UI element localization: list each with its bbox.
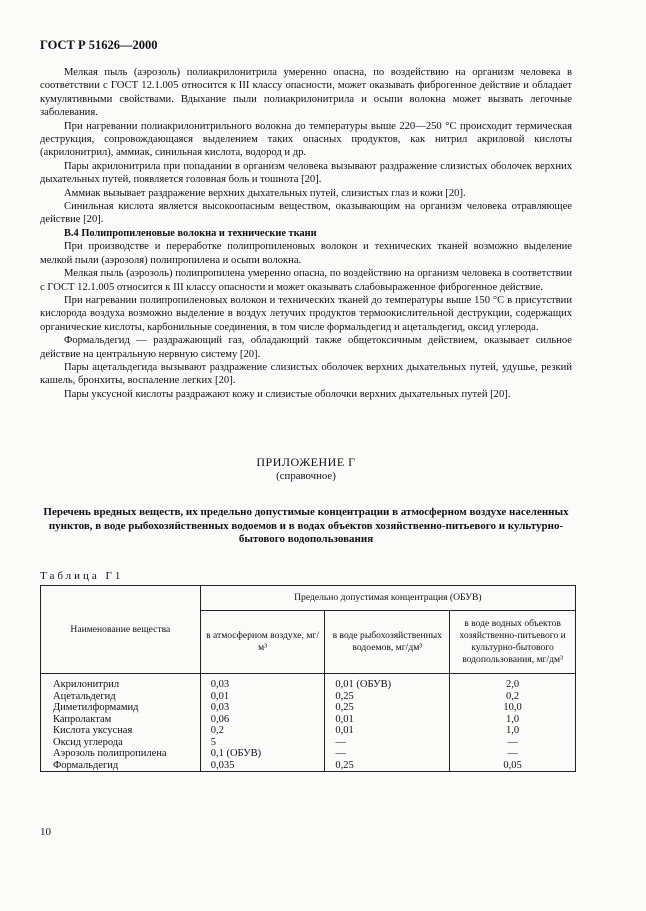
table-row xyxy=(41,674,576,691)
cell-household-water: 10,0 xyxy=(450,702,576,714)
cell-fish-water: 0,01 (ОБУВ) xyxy=(325,674,450,691)
section-heading: В.4 Полипропиленовые волокна и технические ткани xyxy=(64,227,317,239)
header-substance-name: Наименование вещества xyxy=(41,586,201,674)
paragraph: Формальдегид — раздражающий газ, обладающий также общетоксичным действием, оказывает сильное действие на центральную нервную систему [20]. xyxy=(40,335,572,360)
table-caption: Таблица Г1 xyxy=(40,570,124,582)
cell-household-water: 1,0 xyxy=(450,725,576,737)
table-row xyxy=(41,702,576,714)
cell-substance: Диметилформамид xyxy=(41,702,201,714)
list-title: Перечень вредных веществ, их предельно допустимые концентрации в атмосферном воздухе населенных пунктов, в воде рыбохозяйственных водоемов и в водах объектов хозяйственно-питьевого и культурно-бытового водопользования xyxy=(43,506,569,545)
paragraph: Пары акрилонитрила при попадании в организм человека вызывают раздражение слизистых оболочек верхних дыхательных путей, появляется головная боль и тошнота [20]. xyxy=(40,160,572,186)
cell-air: 0,035 xyxy=(200,760,325,772)
paragraph: Пары уксусной кислоты раздражают кожу и слизистые оболочки верхних дыхательных путей [20]. xyxy=(64,388,511,400)
cell-substance: Капролактам xyxy=(41,714,201,726)
cell-substance: Кислота уксусная xyxy=(41,725,201,737)
appendix-subtitle: (справочное) xyxy=(276,470,336,482)
paragraph: Мелкая пыль (аэрозоль) полипропилена умеренно опасна, по воздействию на организм человека в соответствии с ГОСТ 12.1.005 относится к III классу опасности и может оказывать слабовыраженное фиброгенное действие. xyxy=(40,268,572,293)
paragraph: Пары ацетальдегида вызывают раздражение слизистых оболочек верхних дыхательных путей, удушье, резкий кашель, бронхиты, воспаление легких [20]. xyxy=(40,361,572,387)
cell-air: 0,06 xyxy=(200,714,325,726)
cell-substance: Оксид углерода xyxy=(41,737,201,749)
cell-fish-water: — xyxy=(325,737,450,749)
paragraph: При нагревании полипропиленовых волокон и технических тканей до температуры выше 150 °С в присутствии кислорода воздуха возможно выделение в воздух летучих продуктов термоокислительной деструкции, содержащих органические кислоты, карбонильные соединения, в том числе формальдегид и ацетальдегид, оксид углерода. xyxy=(40,294,572,333)
paragraph: При нагревании полиакрилонитрильного волокна до температуры выше 220—250 °С происходит термическая деструкция, сопровождающаяся выделением таких опасных продуктов, как нитрил акриловой кислоты (акрилонитрил), аммиак, синильная кислота, водород и др. xyxy=(40,120,572,159)
cell-household-water: 0,2 xyxy=(450,691,576,703)
cell-fish-water: 0,25 xyxy=(325,760,450,772)
header-fish-water: в воде рыбохозяйственных водоемов, мг/дм³ xyxy=(325,611,450,674)
table-row xyxy=(41,737,576,749)
table-row xyxy=(41,714,576,726)
cell-air: 0,03 xyxy=(200,702,325,714)
cell-substance: Акрилонитрил xyxy=(41,674,201,691)
body-text xyxy=(40,66,572,401)
cell-household-water: — xyxy=(450,737,576,749)
table-row xyxy=(41,725,576,737)
cell-household-water: 1,0 xyxy=(450,714,576,726)
cell-air: 0,03 xyxy=(200,674,325,691)
cell-air: 0,1 (ОБУВ) xyxy=(200,748,325,760)
table-row xyxy=(41,691,576,703)
page-number: 10 xyxy=(40,826,51,838)
header-limit-group: Предельно допустимая концентрация (ОБУВ) xyxy=(200,586,575,611)
cell-air: 0,2 xyxy=(200,725,325,737)
cell-fish-water: 0,25 xyxy=(325,691,450,703)
header-air: в атмосферном воздухе, мг/м³ xyxy=(200,611,325,674)
cell-household-water: 0,05 xyxy=(450,760,576,772)
document-header: ГОСТ Р 51626—2000 xyxy=(40,38,158,52)
table-row xyxy=(41,760,576,772)
paragraph: Аммиак вызывает раздражение верхних дыхательных путей, слизистых глаз и кожи [20]. xyxy=(64,187,466,199)
cell-fish-water: 0,25 xyxy=(325,702,450,714)
cell-substance: Формальдегид xyxy=(41,760,201,772)
cell-air: 5 xyxy=(200,737,325,749)
appendix-title: ПРИЛОЖЕНИЕ Г xyxy=(256,455,356,469)
cell-household-water: 2,0 xyxy=(450,674,576,691)
table-body xyxy=(41,674,576,772)
cell-fish-water: — xyxy=(325,748,450,760)
cell-air: 0,01 xyxy=(200,691,325,703)
cell-fish-water: 0,01 xyxy=(325,714,450,726)
paragraph: Мелкая пыль (аэрозоль) полиакрилонитрила умеренно опасна, по воздействию на организм человека в соответствии с ГОСТ 12.1.005 относится к III классу опасности, может оказывать фиброгенное действие и обладает кумулятивными свойствами. Вдыхание пыли полиакрилонитрила и осыпи волокна может вызвать легочные заболевания. xyxy=(40,67,572,119)
cell-substance: Аэрозоль полипропилена xyxy=(41,748,201,760)
cell-substance: Ацетальдегид xyxy=(41,691,201,703)
cell-fish-water: 0,01 xyxy=(325,725,450,737)
paragraph: При производстве и переработке полипропиленовых волокон и технических тканей возможно выделение мелкой пыли (аэрозоля) полипропилена и осыпи волокна. xyxy=(40,241,572,266)
header-household-water: в воде водных объектов хозяйственно-питьевого и культурно-бытового водопользования, мг/дм³ xyxy=(450,611,576,674)
table-row xyxy=(41,748,576,760)
paragraph: Синильная кислота является высокоопасным веществом, оказывающим на организм человека отравляющее действие [20]. xyxy=(40,201,572,226)
concentration-table xyxy=(40,585,576,772)
cell-household-water: — xyxy=(450,748,576,760)
